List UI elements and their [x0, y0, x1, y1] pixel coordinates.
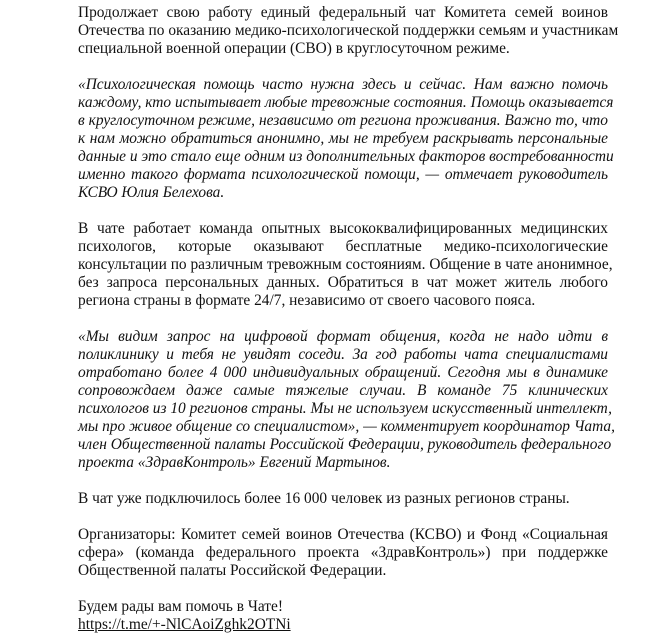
- text-paragraph: [78, 4, 619, 58]
- text-line: Продолжает свою работу единый федеральный чат Комитета семей воинов: [78, 4, 608, 21]
- text-line: В чате работает команда опытных высококвалифицированных медицинских: [78, 220, 608, 237]
- text-line: в круглосуточном режиме, независимо от региона проживания. Важно то, что: [78, 112, 608, 129]
- closing-text: Будем рады вам помочь в Чате!: [78, 598, 283, 615]
- text-paragraph: [78, 490, 608, 508]
- text-paragraph: [78, 220, 613, 310]
- chat-link[interactable]: https://t.me/+-NlCAoiZghk2OTNi: [78, 616, 291, 633]
- text-line: сфера» (команда федерального проекта «ЗдравКонтроль») при поддержке: [78, 544, 608, 561]
- text-line: В чат уже подключилось более 16 000 человек из разных регионов страны.: [78, 490, 570, 507]
- text-line: именно такого формата психологической помощи, — отмечает руководитель: [78, 166, 608, 183]
- text-line: член Общественной палаты Российской Федерации, руководитель федерального: [78, 436, 612, 453]
- text-line: региона страны в формате 24/7, независимо от своего часового пояса.: [78, 292, 536, 309]
- text-line: Организаторы: Комитет семей воинов Отечества (КСВО) и Фонд «Социальная: [78, 526, 608, 543]
- text-line: каждому, кто испытывает любые тревожные состояния. Помощь оказывается: [78, 94, 614, 111]
- paragraph-list: [78, 4, 619, 598]
- text-line: консультации по различным тревожным состояниям. Общение в чате анонимное,: [78, 256, 613, 273]
- text-line: без запроса персональных данных. Обратиться в чат может житель любого: [78, 274, 608, 291]
- text-line: психологов из 10 регионов страны. Мы не используем искусственный интеллект,: [78, 400, 612, 417]
- text-line: поликлинику и тебя не увидят соседи. За год работы чата специалистами: [78, 346, 608, 363]
- paragraph-spacer: [78, 310, 608, 328]
- paragraph-spacer: [78, 472, 608, 490]
- text-line: «Психологическая помощь часто нужна здесь и сейчас. Нам важно помочь: [78, 76, 608, 93]
- quote-paragraph: [78, 76, 614, 202]
- paragraph-spacer: [78, 508, 608, 526]
- paragraph-spacer: [78, 580, 608, 598]
- text-line: сопровождаем даже самые тяжелые случаи. В команде 75 клинических: [78, 382, 608, 399]
- quote-paragraph: [78, 328, 615, 472]
- text-line: психологов, которые оказывают бесплатные медико-психологические: [78, 238, 608, 255]
- text-line: «Мы видим запрос на цифровой формат общения, когда не надо идти в: [78, 328, 608, 345]
- paragraph-spacer: [78, 202, 608, 220]
- closing-block: [78, 598, 608, 634]
- text-line: специальной военной операции (СВО) в круглосуточном режиме.: [78, 40, 510, 57]
- text-line: отработано более 4 000 индивидуальных обращений. Сегодня мы в динамике: [78, 364, 608, 381]
- document-body: [78, 4, 619, 634]
- text-line: КСВО Юлия Белехова.: [78, 184, 225, 201]
- text-line: мы про живое общение со специалистом», — комментирует координатор Чата,: [78, 418, 615, 435]
- text-line: Общественной палаты Российской Федерации.: [78, 562, 387, 579]
- text-paragraph: [78, 526, 608, 580]
- text-line: проекта «ЗдравКонтроль» Евгений Мартынов.: [78, 454, 391, 471]
- text-line: Отечества по оказанию медико-психологической поддержки семьям и участникам: [78, 22, 619, 39]
- paragraph-spacer: [78, 58, 608, 76]
- text-line: данные и это стало еще одним из дополнительных факторов востребованности: [78, 148, 614, 165]
- text-line: к нам можно обратиться анонимно, мы не требуем раскрывать персональные: [78, 130, 608, 147]
